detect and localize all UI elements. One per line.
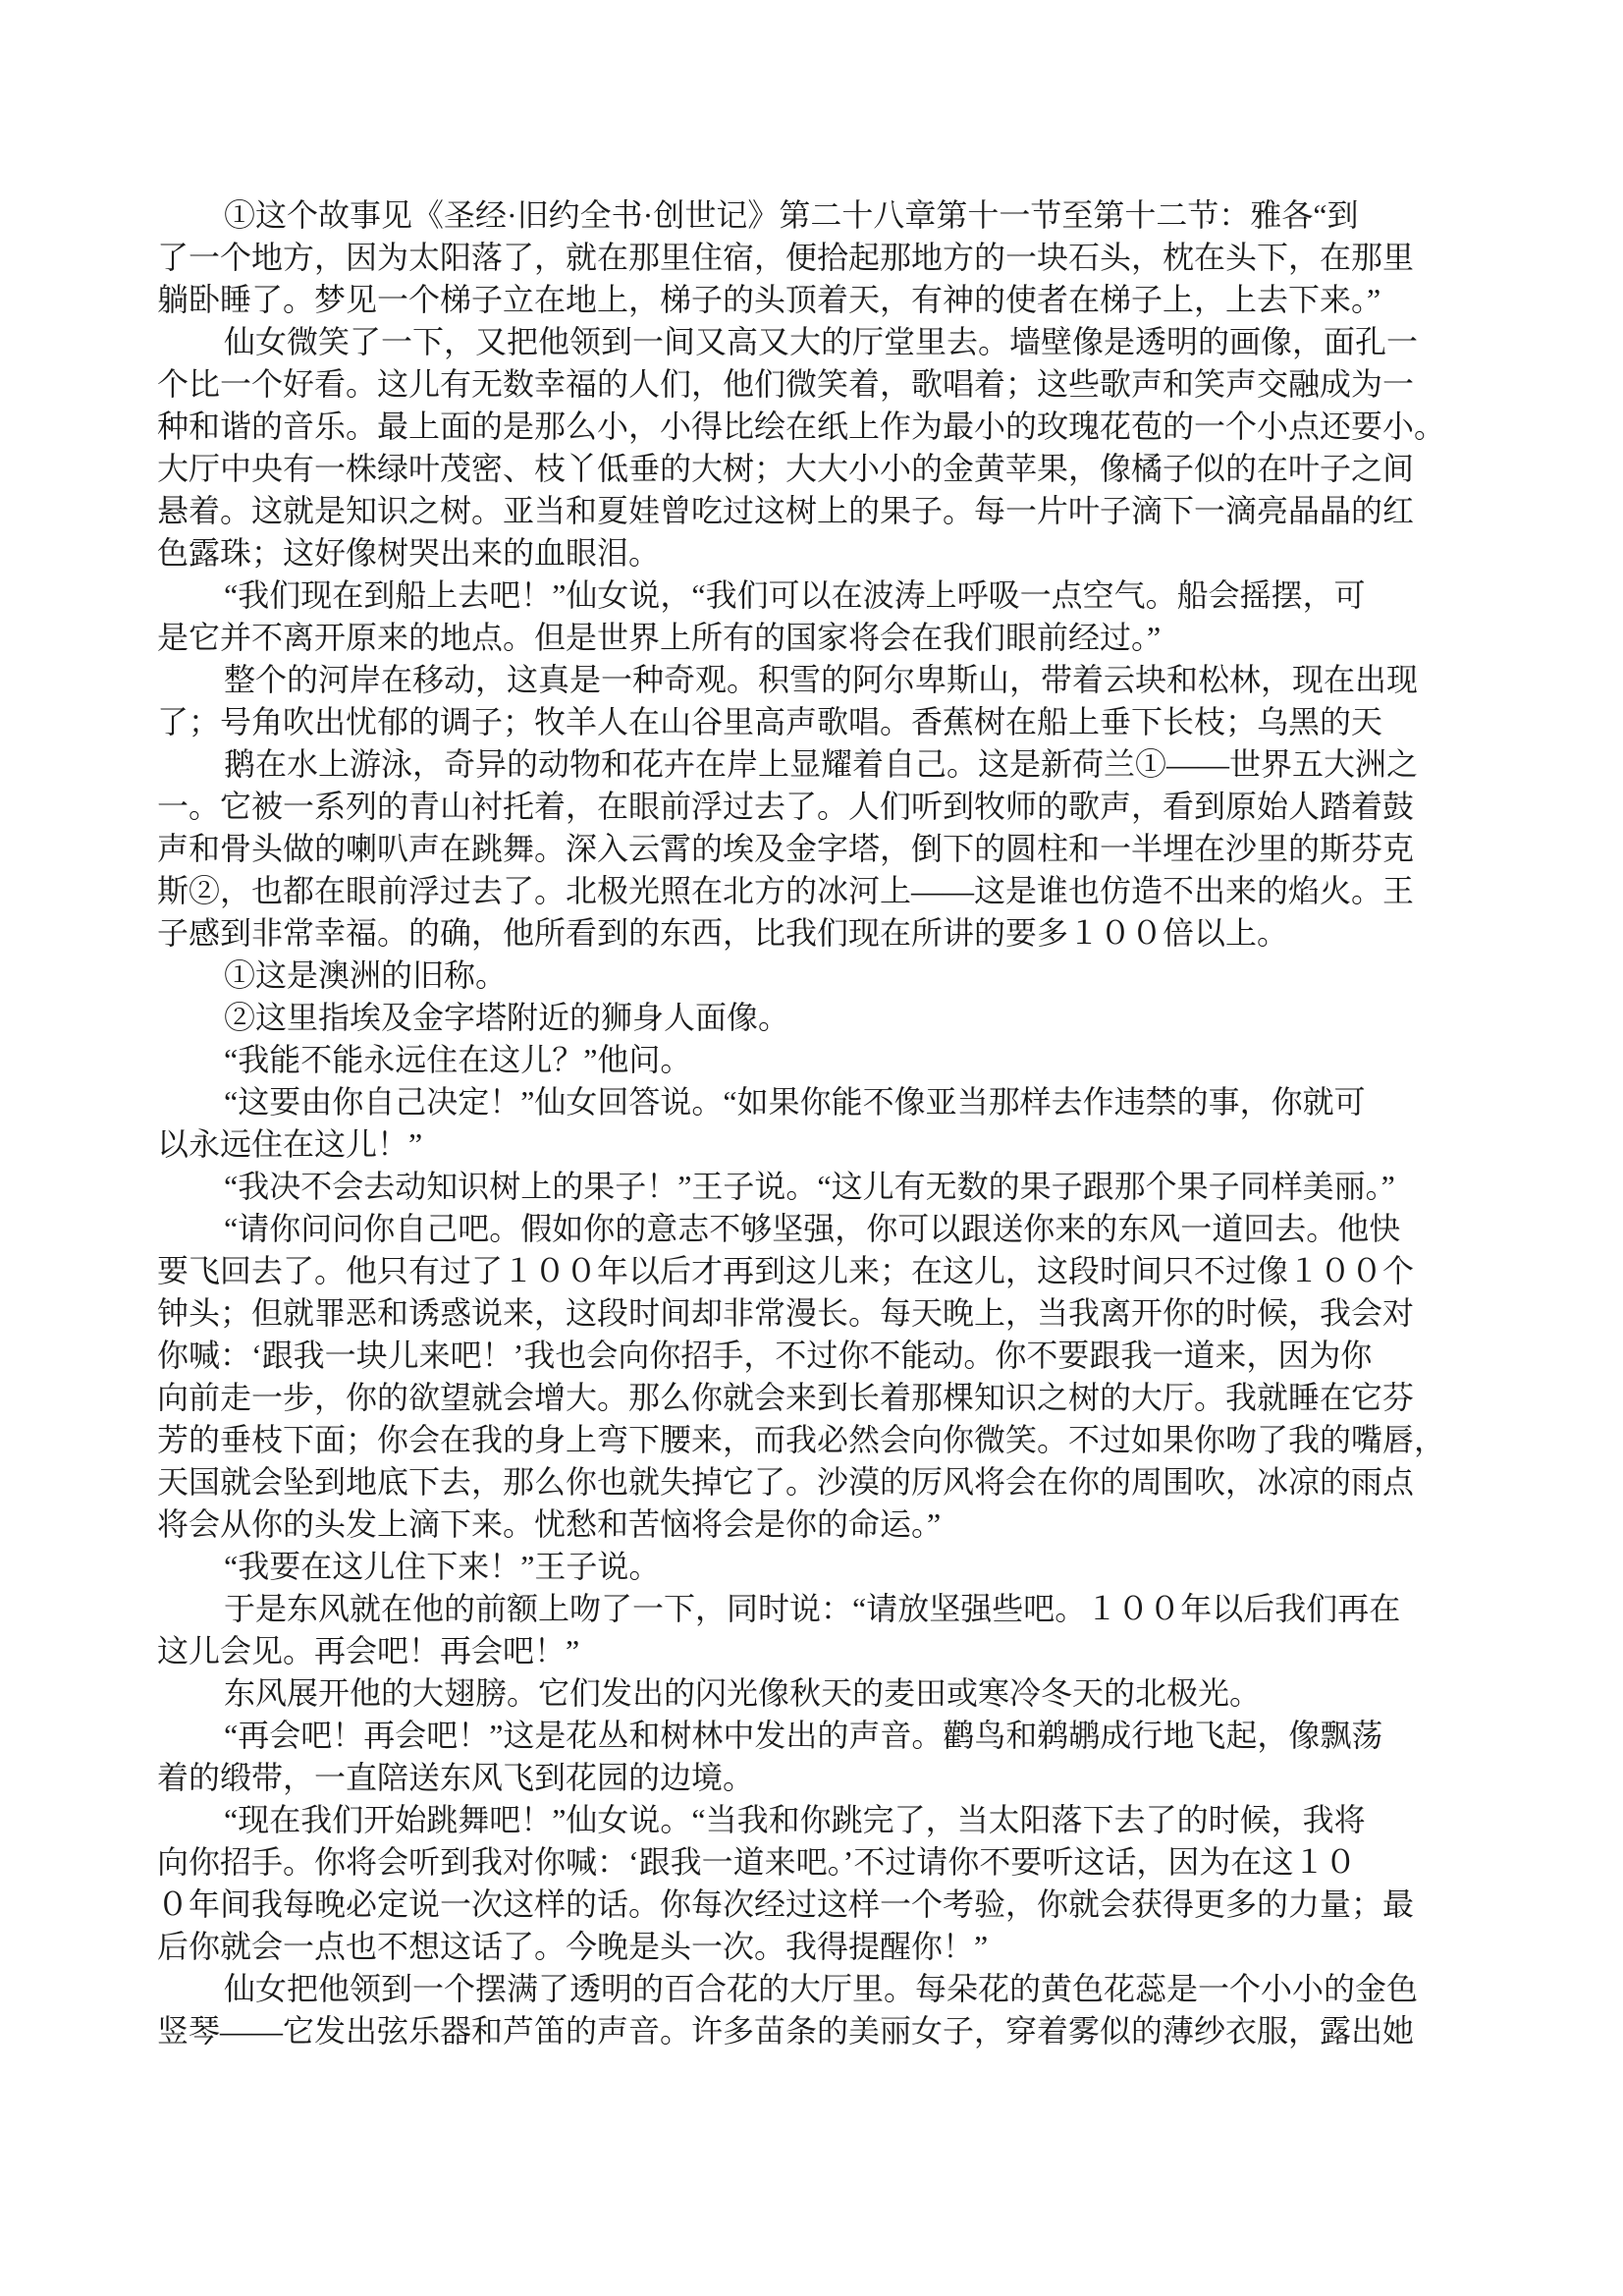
text-line: “再会吧！再会吧！”这是花丛和树林中发出的声音。鹳鸟和鹈鹕成行地飞起，像飘荡 — [224, 1718, 1383, 1753]
text-line: 整个的河岸在移动，这真是一种奇观。积雪的阿尔卑斯山，带着云块和松林，现在出现 — [224, 662, 1419, 697]
text-line: 天国就会坠到地底下去，那么你也就失掉它了。沙漠的厉风将会在你的周围吹，冰凉的雨点 — [157, 1464, 1415, 1500]
text-line: 悬着。这就是知识之树。亚当和夏娃曾吃过这树上的果子。每一片叶子滴下一滴亮晶晶的红 — [157, 493, 1415, 528]
text-line: 斯②，也都在眼前浮过去了。北极光照在北方的冰河上——这是谁也仿造不出来的焰火。王 — [157, 873, 1415, 908]
text-line: ０年间我每晚必定说一次这样的话。你每次经过这样一个考验，你就会获得更多的力量；最 — [157, 1886, 1415, 1922]
text-line: 一。它被一系列的青山衬托着，在眼前浮过去了。人们听到牧师的歌声，看到原始人踏着鼓 — [157, 789, 1415, 824]
text-line: 仙女微笑了一下，又把他领到一间又高又大的厅堂里去。墙壁像是透明的画像，面孔一 — [224, 324, 1419, 359]
text-line: 色露珠；这好像树哭出来的血眼泪。 — [157, 535, 661, 571]
text-line: 你喊：‘跟我一块儿来吧！’我也会向你招手，不过你不能动。你不要跟我一道来，因为你 — [157, 1338, 1373, 1373]
text-line: 要飞回去了。他只有过了１００年以后才再到这儿来；在这儿，这段时间只不过像１００个 — [157, 1253, 1415, 1288]
text-line: ②这里指埃及金字塔附近的狮身人面像。 — [224, 1000, 790, 1035]
text-line: 于是东风就在他的前额上吻了一下，同时说：“请放坚强些吧。１００年以后我们再在 — [224, 1591, 1401, 1626]
text-line: 这儿会见。再会吧！再会吧！” — [157, 1633, 580, 1668]
document-text — [157, 194, 1495, 2052]
text-line: ①这是澳洲的旧称。 — [224, 957, 508, 993]
text-line: “我要在这儿住下来！”王子说。 — [224, 1549, 661, 1584]
text-line: “这要由你自己决定！”仙女回答说。“如果你能不像亚当那样去作违禁的事，你就可 — [224, 1084, 1366, 1120]
text-line: 向前走一步，你的欲望就会增大。那么你就会来到长着那棵知识之树的大厅。我就睡在它芬 — [157, 1380, 1415, 1415]
text-line: “请你问问你自己吧。假如你的意志不够坚强，你可以跟送你来的东风一道回去。他快 — [224, 1211, 1401, 1246]
text-line: 了一个地方，因为太阳落了，就在那里住宿，便拾起那地方的一块石头，枕在头下，在那里 — [157, 240, 1415, 275]
text-line: 鹅在水上游泳，奇异的动物和花卉在岸上显耀着自己。这是新荷兰①——世界五大洲之 — [224, 746, 1419, 782]
text-line: ①这个故事见《圣经·旧约全书·创世记》第二十八章第十一节至第十二节：雅各“到 — [224, 197, 1359, 233]
text-line: 个比一个好看。这儿有无数幸福的人们，他们微笑着，歌唱着；这些歌声和笑声交融成为一 — [157, 366, 1415, 402]
text-line: 大厅中央有一株绿叶茂密、枝丫低垂的大树；大大小小的金黄苹果，像橘子似的在叶子之间 — [157, 451, 1415, 486]
text-line: 子感到非常幸福。的确，他所看到的东西，比我们现在所讲的要多１００倍以上。 — [157, 915, 1289, 951]
text-line: “现在我们开始跳舞吧！”仙女说。“当我和你跳完了，当太阳落下去了的时候，我将 — [224, 1802, 1366, 1837]
text-line: 种和谐的音乐。最上面的是那么小，小得比绘在纸上作为最小的玫瑰花苞的一个小点还要小。 — [157, 409, 1446, 444]
text-line: 以永远住在这儿！” — [157, 1126, 423, 1162]
text-line: “我们现在到船上去吧！”仙女说，“我们可以在波涛上呼吸一点空气。船会摇摆，可 — [224, 577, 1366, 613]
text-line: 东风展开他的大翅膀。它们发出的闪光像秋天的麦田或寒冷冬天的北极光。 — [224, 1675, 1262, 1711]
text-line: 将会从你的头发上滴下来。忧愁和苦恼将会是你的命运。” — [157, 1506, 942, 1542]
text-line: 竖琴——它发出弦乐器和芦笛的声音。许多苗条的美丽女子，穿着雾似的薄纱衣服，露出她 — [157, 2013, 1415, 2049]
text-line: 躺卧睡了。梦见一个梯子立在地上，梯子的头顶着天，有神的使者在梯子上，上去下来。” — [157, 282, 1381, 317]
text-line: 了；号角吹出忧郁的调子；牧羊人在山谷里高声歌唱。香蕉树在船上垂下长枝；乌黑的天 — [157, 704, 1383, 739]
text-line: 着的缎带，一直陪送东风飞到花园的边境。 — [157, 1760, 755, 1795]
text-line: 向你招手。你将会听到我对你喊：‘跟我一道来吧。’不过请你不要听这话，因为在这１０ — [157, 1844, 1357, 1880]
text-line: 钟头；但就罪恶和诱惑说来，这段时间却非常漫长。每天晚上，当我离开你的时候，我会对 — [157, 1295, 1415, 1331]
text-line: 声和骨头做的喇叭声在跳舞。深入云霄的埃及金字塔，倒下的圆柱和一半埋在沙里的斯芬克 — [157, 831, 1415, 866]
text-line: 芳的垂枝下面；你会在我的身上弯下腰来，而我必然会向你微笑。不过如果你吻了我的嘴唇， — [157, 1422, 1446, 1457]
text-line: 后你就会一点也不想这话了。今晚是头一次。我得提醒你！” — [157, 1929, 989, 1964]
text-line: “我能不能永远住在这儿？”他问。 — [224, 1042, 692, 1077]
text-line: 仙女把他领到一个摆满了透明的百合花的大厅里。每朵花的黄色花蕊是一个小小的金色 — [224, 1971, 1419, 2006]
text-line: “我决不会去动知识树上的果子！”王子说。“这儿有无数的果子跟那个果子同样美丽。” — [224, 1169, 1395, 1204]
text-line: 是它并不离开原来的地点。但是世界上所有的国家将会在我们眼前经过。” — [157, 620, 1162, 655]
